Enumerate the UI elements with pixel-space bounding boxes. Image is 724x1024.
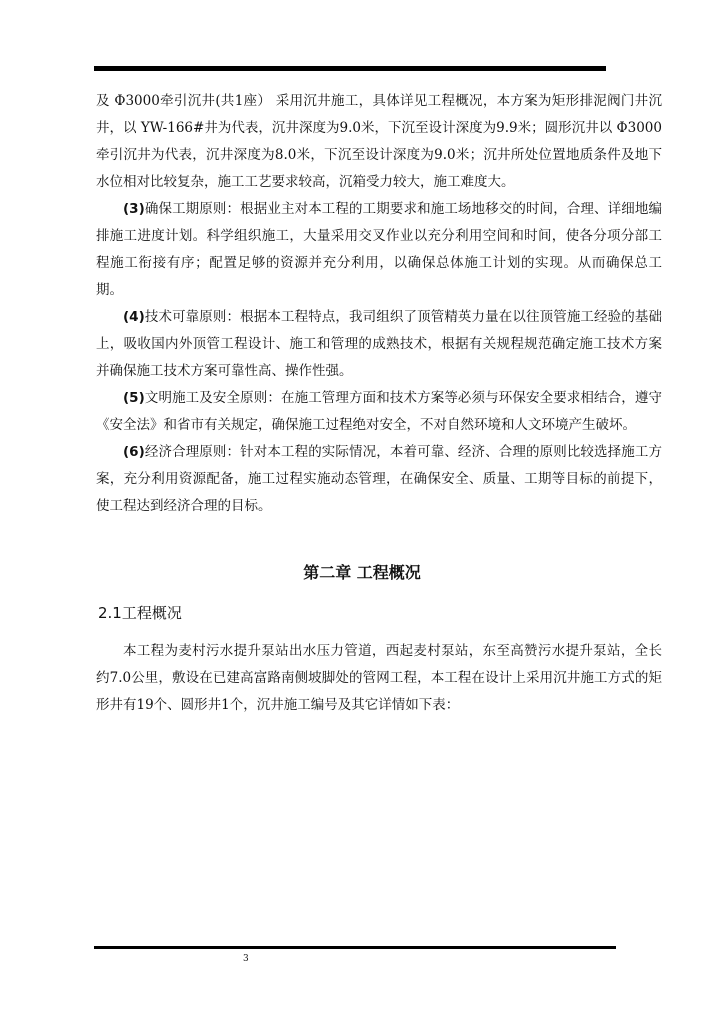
paragraph-technical-principle	[96, 304, 662, 385]
paragraph-text: 确保工期原则：根据业主对本工程的工期要求和施工场地移交的时间，合理、详细地编排施工进度计划。科学组织施工，大量采用交叉作业以充分利用空间和时间，使各分项分部工程施工衔接有序；配置足够的资源并充分利用，以确保总体施工计划的实现。从而确保总工期。	[96, 201, 662, 298]
body-text-overview	[96, 638, 662, 719]
item-number: (4)	[123, 309, 145, 325]
header-rule	[94, 66, 606, 71]
paragraph-schedule-principle	[96, 196, 662, 304]
paragraph-text: 经济合理原则：针对本工程的实际情况，本着可靠、经济、合理的原则比较选择施工方案，充分利用资源配备，施工过程实施动态管理，在确保安全、质量、工期等目标的前提下，使工程达到经济合理的目标。	[96, 444, 662, 514]
section-title: 2.1工程概况	[98, 604, 182, 622]
paragraph-economic-principle	[96, 439, 662, 520]
item-number: (6)	[123, 444, 145, 460]
footer-rule	[94, 946, 616, 949]
body-text-top	[96, 88, 662, 520]
paragraph-text: 技术可靠原则：根据本工程特点，我司组织了顶管精英力量在以往顶管施工经验的基础上，吸收国内外顶管工程设计、施工和管理的成熟技术，根据有关规程规范确定施工技术方案并确保施工技术方案可靠性高、操作性强。	[96, 309, 662, 379]
paragraph-safety-principle	[96, 385, 662, 439]
chapter-title: 第二章 工程概况	[303, 563, 421, 582]
paragraph-shaft-overview: 及 Φ3000牵引沉井(共1座） 采用沉井施工，具体详见工程概况，本方案为矩形排泥阀门井沉井，以 YW-166#井为代表，沉井深度为9.0米，下沉至设计深度为9.9米；圆形沉井以 Φ3000牵引沉井为代表，沉井深度为8.0米，下沉至设计深度为9.0米；沉井所处位置地质条件及地下水位相对比较复杂，施工工艺要求较高，沉箱受力较大，施工难度大。	[96, 93, 662, 190]
page-number: 3	[243, 954, 249, 964]
paragraph-text: 文明施工及安全原则：在施工管理方面和技术方案等必须与环保安全要求相结合，遵守《安全法》和省市有关规定，确保施工过程绝对安全，不对自然环境和人文环境产生破坏。	[96, 390, 662, 433]
paragraph-project-overview: 本工程为麦村污水提升泵站出水压力管道，西起麦村泵站，东至高赞污水提升泵站，全长约7.0公里，敷设在已建高富路南侧坡脚处的管网工程，本工程在设计上采用沉井施工方式的矩形井有19个、圆形井1个，沉井施工编号及其它详情如下表：	[96, 643, 662, 713]
item-number: (5)	[123, 390, 145, 406]
item-number: (3)	[123, 201, 145, 217]
